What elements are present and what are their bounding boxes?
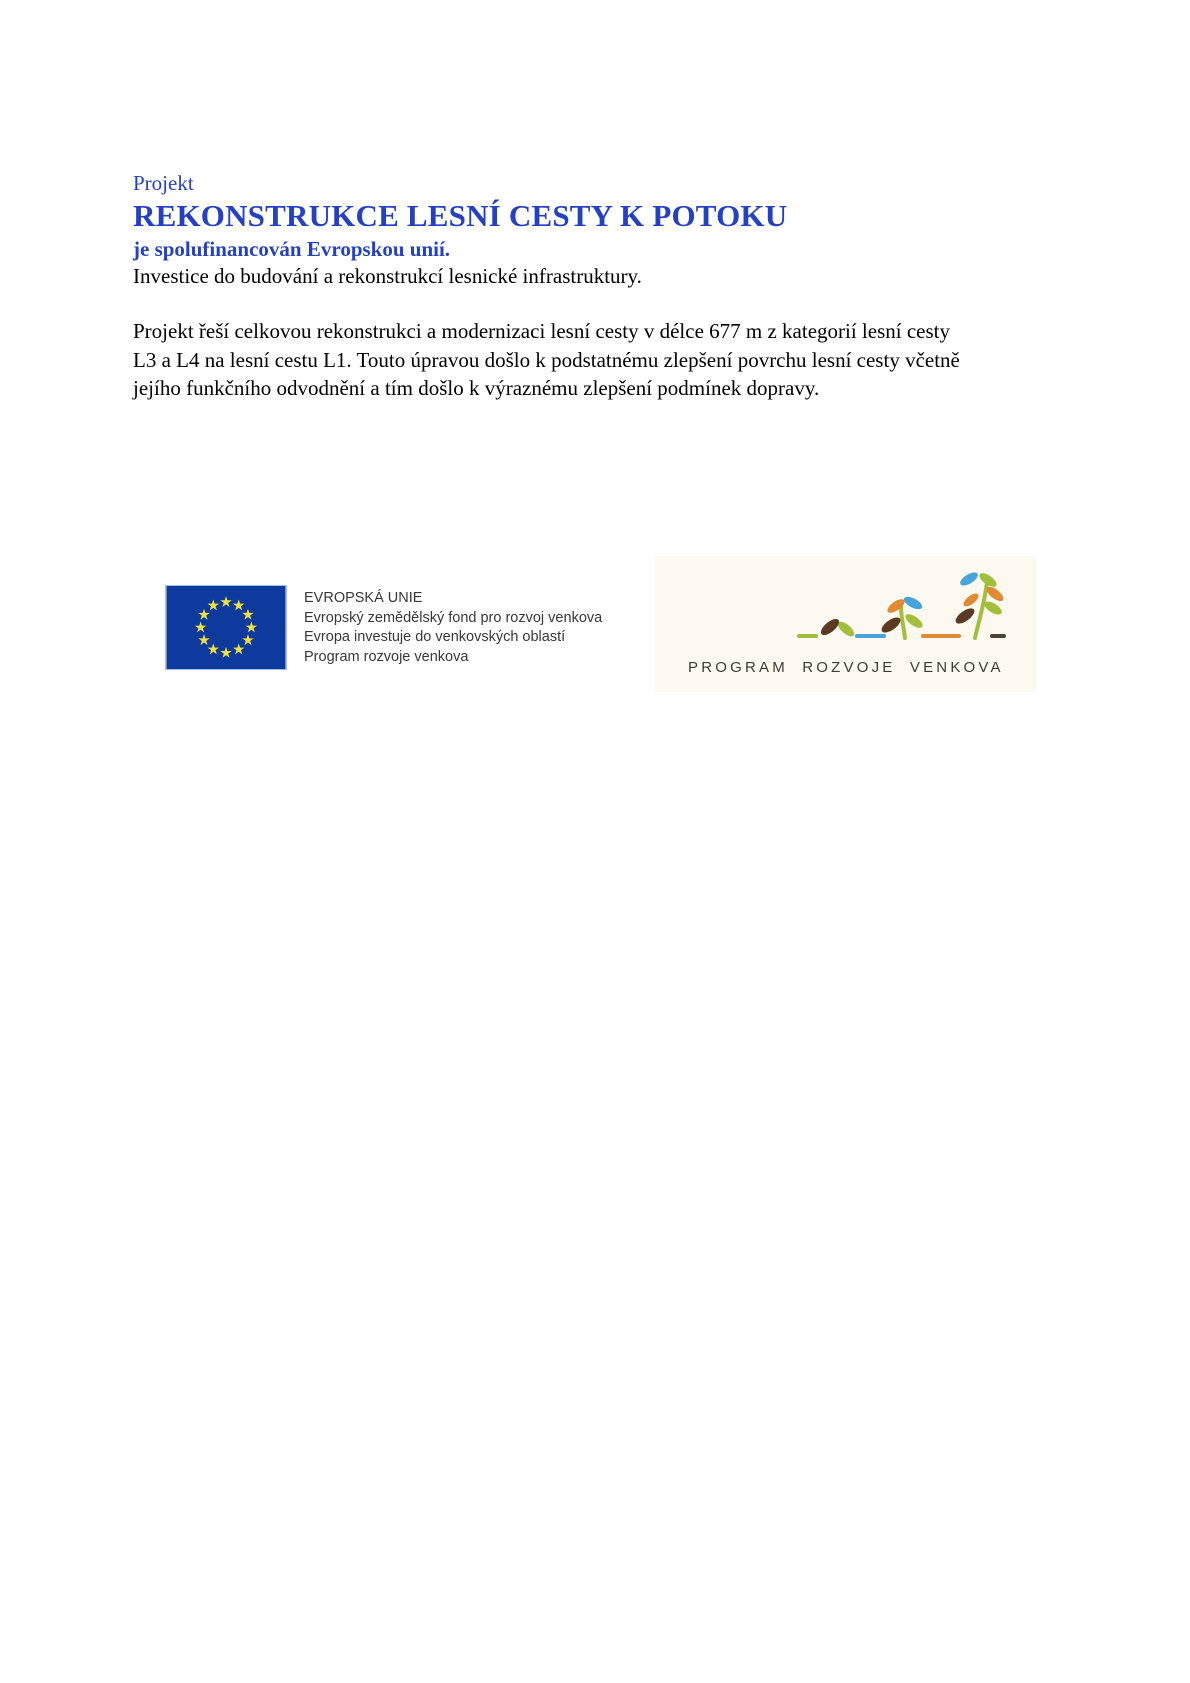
- eu-text-line-3: Evropa investuje do venkovských oblastí: [304, 629, 566, 646]
- investment-line: Investice do budování a rekonstrukcí lesnické infrastruktury.: [133, 264, 642, 288]
- prv-logo: [655, 556, 1037, 692]
- document-title: REKONSTRUKCE LESNÍ CESTY K POTOKU: [133, 198, 788, 233]
- eu-logo-block: [165, 585, 602, 670]
- eu-text-line-1: EVROPSKÁ UNIE: [304, 590, 423, 606]
- cofinance-line: je spolufinancován Evropskou unií.: [133, 237, 451, 261]
- header-text-block: [133, 170, 973, 403]
- eu-text-block: [304, 585, 602, 667]
- eu-flag-icon: [165, 585, 287, 670]
- dark-dash: [990, 634, 1006, 638]
- eu-text-line-2: Evropský zemědělský fond pro rozvoj venkova: [304, 609, 603, 626]
- prv-caption: PROGRAM ROZVOJE VENKOVA: [688, 659, 1004, 676]
- project-label: Projekt: [133, 171, 194, 195]
- project-description: Projekt řeší celkovou rekonstrukci a modernizaci lesní cesty v délce 677 m z kategorií lesní cesty L3 a L4 na lesní cestu L1. Touto úpravou došlo k podstatnému zlepšení povrchu lesní cesty včetně jejího funkčního odvodnění a tím došlo k výraznému zlepšení podmínek dopravy.: [133, 319, 960, 400]
- eu-text-line-4: Program rozvoje venkova: [304, 648, 469, 665]
